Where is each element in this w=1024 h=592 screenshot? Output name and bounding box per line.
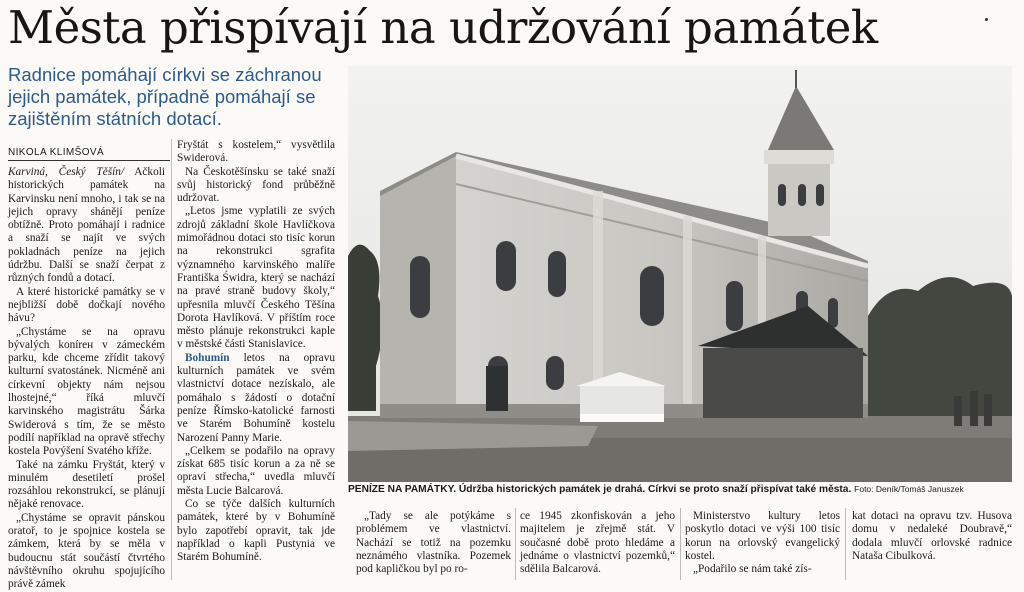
photo-caption xyxy=(348,483,1018,496)
highlight-town: Bohumín xyxy=(185,351,230,364)
paragraph: „Celkem se podařilo na opravy získat 685 tisíc korun a za ně se opraví střecha,“ uvedla mluvčí města Lucie Balcarová. xyxy=(177,444,335,497)
paragraph: „Chystáme se opravit pánskou oratoř, to je spojnice kostela se zámkem, která by se měla v budoucnu stát součástí čtvrtého návštěvního okruhu spojujícího právě zámek xyxy=(8,511,165,591)
paragraph xyxy=(177,352,335,445)
article-column-2 xyxy=(177,139,335,580)
paragraph-text: letos na opravu kulturních památek ve svém vlastnictví dotace nezískalo, ale pomáhalo s žádostí o dotační peníze Římsko-katolické farnosti ve Starém Bohumíně kostelu Narození Panny Marie. xyxy=(177,351,335,444)
church-photo-illustration xyxy=(348,66,1012,482)
bottom-column-2 xyxy=(520,510,675,580)
column-divider xyxy=(680,508,681,580)
print-speck xyxy=(985,18,988,21)
paragraph: „Tady se ale potýkáme s problémem ve vlastnictví. Nachází se totiž na pozemku neznámého vlastníka. Pozemek pod kapličkou byl po ro- xyxy=(356,510,511,576)
paragraph: Ministerstvo kultury letos poskytlo dotaci ve výši 100 tisíc korun na orlovský evangelický kostel. xyxy=(685,510,840,562)
paragraph: „Chystáme se na opravu bývalých konírен v zámeckém parku, kde chceme zřídit takový kulturní svatostánek. Nicméně ani církevní objekty nám nejsou lhostejné,“ říká mluvčí karvinského magistrátu Šárka Swiderová s tím, že se město podílí například na opravě střechy kostela Povýšení Svatého kříže. xyxy=(8,325,165,458)
paragraph: Na Českotěšínsku se také snaží svůj historický fond průběžně udržovat. xyxy=(177,165,335,205)
byline: NIKOLA KLIMŠOVÁ xyxy=(8,147,105,158)
bottom-column-3 xyxy=(685,510,840,580)
paragraph-text: Ačkoli historických památek na Karvinsku není mnoho, i tak se na jejich opravy shánějí peníze obtížně. Proto pomáhají i radnice a snaží se najít ve svých pokladnách peníze na jejich údržbu. Další se snaží čerpat z různých fondů a dotací. xyxy=(8,166,165,285)
church-photo xyxy=(348,66,1012,482)
paragraph: Také na zámku Fryštát, který v minulém desetiletí prošel rozsáhlou rekonstrukcí, se plánují nějaké renovace. xyxy=(8,458,165,511)
byline-rule xyxy=(8,160,170,161)
paragraph: ce 1945 zkonfiskován a jeho majitelem je zřejmě stát. V současné době proto hledáme a jednáme o vlastnictví pozemků,“ sdělila Balcarová. xyxy=(520,510,675,576)
caption-text: PENÍZE NA PAMÁTKY. Údržba historických památek je drahá. Církvi se proto snaží přispívat také města. xyxy=(348,484,852,495)
lead-paragraph: Radnice pomáhají církvi se záchranou jejich památek, případně pomáhají se zajištěním státních dotací. xyxy=(8,64,322,129)
paragraph: „Letos jsme vyplatili ze svých zdrojů základní škole Havlíčkova mimořádnou dotaci sto tisíc korun na rekonstrukci sgrafita významného karvinského malíře Františka Świdra, který se nachází na pravé straně budovy školy,“ upřesnila mluvčí Českého Těšína Dorota Havlíková. V příštím roce město plánuje rekonstrukci kaple v městské části Stanislavice. xyxy=(177,205,335,351)
dateline: Karviná, Český Těšín/ xyxy=(8,166,125,178)
paragraph: Co se týče dalších kulturních památek, které by v Bohumíně bylo zapotřebí opravit, tak jde například o kapli Pustynia ve Starém Bohumíně. xyxy=(177,498,335,564)
bottom-column-1 xyxy=(356,510,511,580)
bottom-column-4 xyxy=(852,510,1012,580)
paragraph xyxy=(8,166,165,286)
column-divider xyxy=(171,139,172,580)
paragraph: Fryštát s kostelem,“ vysvětlila Swiderová. xyxy=(177,139,335,165)
headline: Města přispívají na udržování památek xyxy=(8,1,878,54)
photo-credit: Foto: Deník/Tomáš Januszek xyxy=(854,484,964,494)
article-column-1 xyxy=(8,166,165,591)
column-divider xyxy=(845,508,846,580)
paragraph: „Podařilo se nám také zís- xyxy=(693,563,812,576)
paragraph: kat dotaci na opravu tzv. Husova domu v nedaleké Doubravě,“ dodala mluvčí orlovské radnice Nataša Cibulková. xyxy=(852,510,1012,562)
column-divider xyxy=(515,508,516,580)
paragraph: A které historické památky se v nejbližší době dočkají nového hávu? xyxy=(8,285,165,325)
